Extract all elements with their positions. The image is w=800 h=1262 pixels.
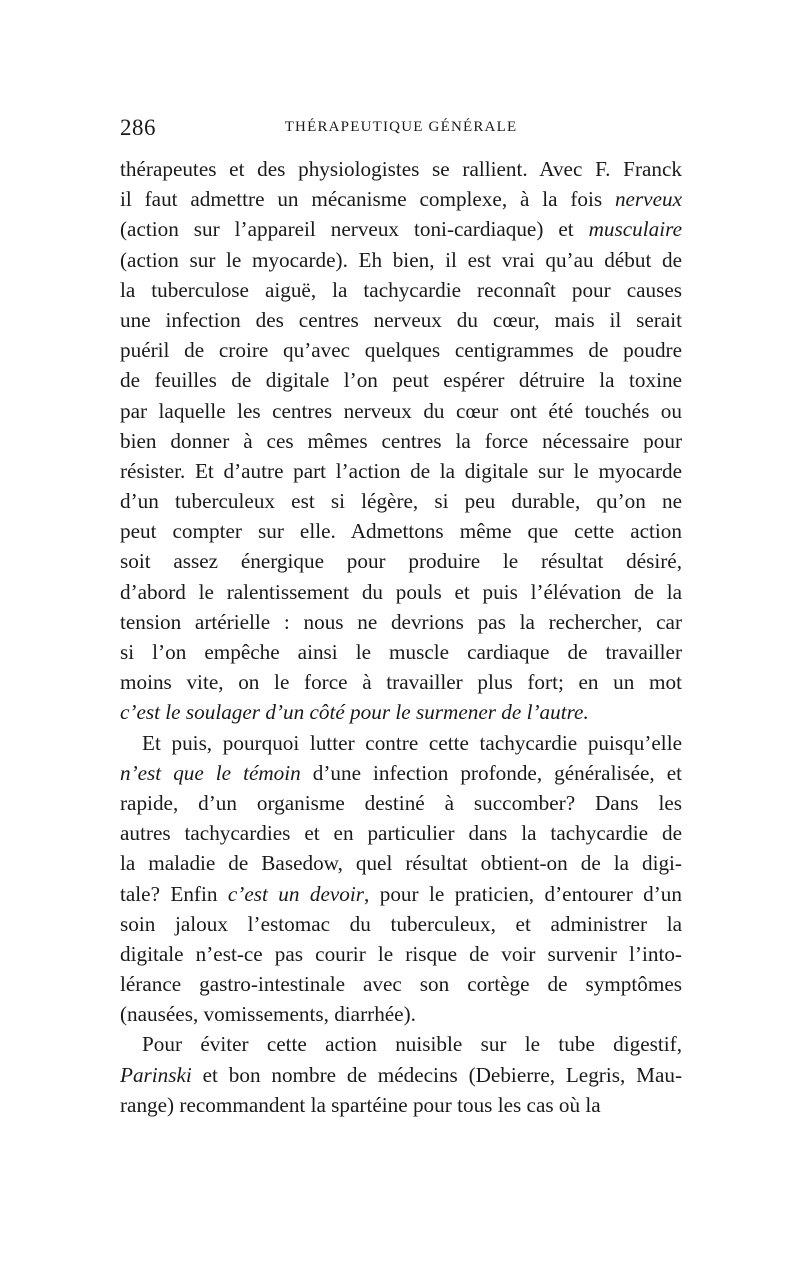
text-run: moins vite, on le force à travailler plus fort; en un mot xyxy=(120,670,682,695)
text-line xyxy=(120,426,682,456)
text-line xyxy=(120,999,682,1029)
text-line xyxy=(120,1090,682,1120)
text-run: range) recommandent la spartéine pour tous les cas où la xyxy=(120,1092,601,1117)
page-number: 286 xyxy=(120,115,156,140)
text-line xyxy=(120,184,682,214)
text-line xyxy=(120,728,682,758)
text-run: il faut admettre un mécanisme complexe, à la fois xyxy=(120,187,615,212)
text-run: peut compter sur elle. Admettons même que cette action xyxy=(120,519,682,544)
text-line xyxy=(120,335,682,365)
text-run: (nausées, vomissements, diarrhée). xyxy=(120,1002,416,1027)
text-run: digitale n’est-ce pas courir le risque de voir survenir l’into- xyxy=(120,941,682,966)
text-run: d’une infection profonde, généralisée, et xyxy=(300,760,682,785)
text-line xyxy=(120,396,682,426)
italic-run: nerveux xyxy=(614,187,682,212)
text-run: tension artérielle : nous ne devrions pas la rechercher, car xyxy=(120,609,682,634)
text-line xyxy=(120,365,682,395)
text-line xyxy=(120,154,682,184)
text-line xyxy=(120,546,682,576)
text-line xyxy=(120,275,682,305)
text-line xyxy=(120,486,682,516)
text-run: rapide, d’un organisme destiné à succomber? Dans les xyxy=(120,790,682,815)
text-run: d’un tuberculeux est si légère, si peu durable, qu’on ne xyxy=(120,489,682,514)
text-run: et bon nombre de médecins (Debierre, Legris, Mau- xyxy=(191,1062,682,1087)
italic-run: musculaire xyxy=(588,217,682,242)
text-line xyxy=(120,245,682,275)
paragraph xyxy=(120,154,682,728)
italic-run: n’est que le témoin xyxy=(120,760,301,785)
text-run: thérapeutes et des physiologistes se rallient. Avec F. Franck xyxy=(120,157,682,181)
text-run: soin jaloux l’estomac du tuberculeux, et administrer la xyxy=(120,911,682,936)
text-line xyxy=(120,305,682,335)
text-run: (action sur le myocarde). Eh bien, il est vrai qu’au début de xyxy=(120,247,682,272)
text-line xyxy=(120,214,682,244)
text-run: bien donner à ces mêmes centres la force nécessaire pour xyxy=(120,428,682,453)
text-run: lérance gastro-intestinale avec son cortège de symptômes xyxy=(120,972,682,997)
text-run: , pour le praticien, d’entourer d’un xyxy=(364,881,682,906)
text-line xyxy=(120,848,682,878)
text-line xyxy=(120,1060,682,1090)
text-run: autres tachycardies et en particulier dans la tachycardie de xyxy=(120,821,682,846)
text-run: tale? Enfin xyxy=(120,881,228,906)
italic-run: Parinski xyxy=(120,1062,192,1087)
text-line xyxy=(120,818,682,848)
body-text xyxy=(120,154,682,1120)
text-line xyxy=(120,607,682,637)
text-line xyxy=(120,667,682,697)
text-line xyxy=(120,637,682,667)
text-line xyxy=(120,788,682,818)
text-run: soit assez énergique pour produire le résultat désiré, xyxy=(120,549,682,574)
paragraph xyxy=(120,1029,682,1120)
text-run: puéril de croire qu’avec quelques centigrammes de poudre xyxy=(120,338,682,363)
text-line xyxy=(120,969,682,999)
running-title: THÉRAPEUTIQUE GÉNÉRALE xyxy=(284,119,518,135)
paragraph xyxy=(120,728,682,1030)
text-run: de feuilles de digitale l’on peut espérer détruire la toxine xyxy=(120,368,682,393)
italic-run: c’est le soulager d’un côté pour le surmener de l’autre. xyxy=(120,700,589,725)
text-line xyxy=(120,456,682,486)
text-line xyxy=(120,516,682,546)
text-line xyxy=(120,909,682,939)
text-line xyxy=(120,879,682,909)
text-run: une infection des centres nerveux du cœur, mais il serait xyxy=(120,307,682,332)
italic-run: c’est un devoir xyxy=(227,881,365,906)
text-run: Et puis, pourquoi lutter contre cette tachycardie puisqu’elle xyxy=(142,730,682,755)
text-run: (action sur l’appareil nerveux toni-cardiaque) et xyxy=(120,217,589,242)
text-run: d’abord le ralentissement du pouls et puis l’élévation de la xyxy=(120,579,682,604)
text-run: résister. Et d’autre part l’action de la digitale sur le myocarde xyxy=(120,458,682,483)
text-line xyxy=(120,939,682,969)
text-run: si l’on empêche ainsi le muscle cardiaque de travailler xyxy=(120,640,682,664)
text-run: Pour éviter cette action nuisible sur le tube digestif, xyxy=(142,1032,682,1057)
text-run: la maladie de Basedow, quel résultat obtient-on de la digi- xyxy=(120,851,682,876)
text-run: par laquelle les centres nerveux du cœur ont été touchés ou xyxy=(120,398,682,423)
text-run: la tuberculose aiguë, la tachycardie reconnaît pour causes xyxy=(120,277,682,302)
page-header xyxy=(120,115,682,145)
text-line xyxy=(120,1029,682,1059)
text-line xyxy=(120,577,682,607)
text-line xyxy=(120,758,682,788)
text-line xyxy=(120,697,682,727)
